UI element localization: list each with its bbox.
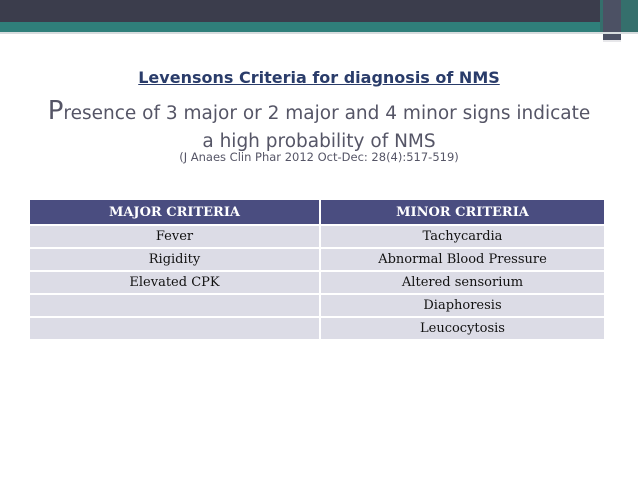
criteria-statement — [0, 97, 638, 156]
table-row — [30, 294, 604, 317]
table-row — [30, 317, 604, 340]
minor-criterion-cell: Altered sensorium — [320, 271, 604, 294]
table-row — [30, 271, 604, 294]
header-minor-criteria: MINOR CRITERIA — [320, 200, 604, 225]
header-accent-band — [0, 22, 638, 32]
major-criterion-cell: Fever — [30, 225, 320, 248]
header-tab-decoration — [603, 0, 621, 42]
statement-line-1: resence of 3 major or 2 major and 4 minor signs indicate — [63, 103, 591, 124]
table-row — [30, 225, 604, 248]
header-major-criteria: MAJOR CRITERIA — [30, 200, 320, 225]
header-band — [0, 0, 638, 22]
minor-criterion-cell: Abnormal Blood Pressure — [320, 248, 604, 271]
slide-title: Levensons Criteria for diagnosis of NMS — [138, 68, 500, 87]
minor-criterion-cell: Diaphoresis — [320, 294, 604, 317]
table-header-row — [30, 200, 604, 225]
statement-lead-letter: P — [47, 96, 64, 126]
statement-line-2: a high probability of NMS — [202, 131, 436, 152]
citation: (J Anaes Clin Phar 2012 Oct-Dec: 28(4):517-519) — [179, 150, 459, 164]
major-criterion-cell — [30, 317, 320, 340]
header-divider — [0, 32, 638, 34]
major-criterion-cell: Rigidity — [30, 248, 320, 271]
minor-criterion-cell: Tachycardia — [320, 225, 604, 248]
major-criterion-cell: Elevated CPK — [30, 271, 320, 294]
minor-criterion-cell: Leucocytosis — [320, 317, 604, 340]
major-criterion-cell — [30, 294, 320, 317]
table-row — [30, 248, 604, 271]
criteria-table — [30, 200, 604, 341]
